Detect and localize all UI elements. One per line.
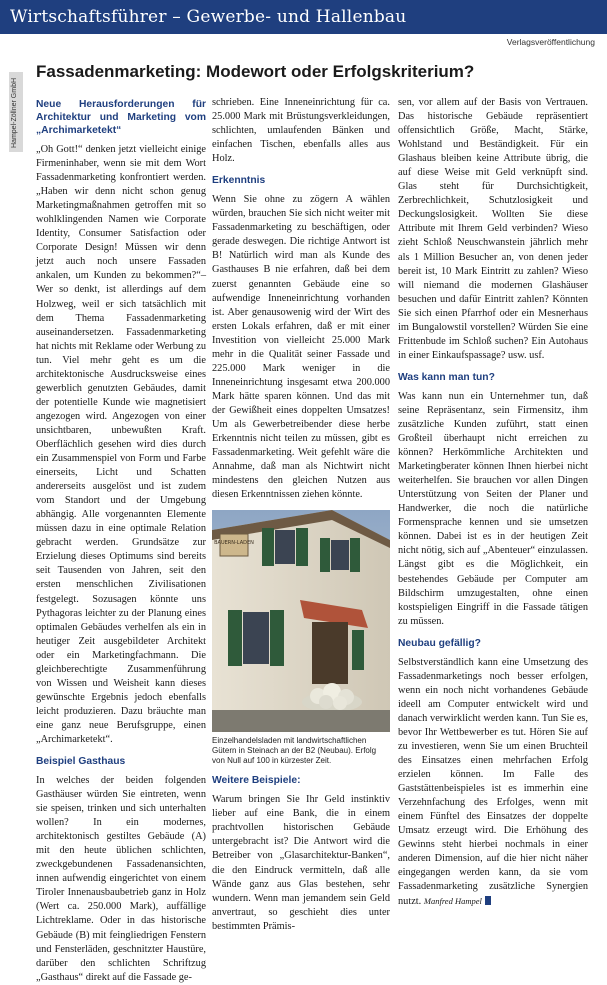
shop-building-illustration [212,510,390,732]
subheading: Beispiel Gasthaus [36,756,126,768]
paragraph: Was kann nun ein Unternehmer tun, daß seine Repräsentanz, sein Firmensitz, ihm zusätzliche Kunden zuführt, statt einen Großteil überhaupt nicht erreichen zu können? Herkömmliche Architekten und Marketingberater können Ihnen hierbei nicht weiterhelfen. Sie brauchen vor allen Dingen Unterstützung von Seiten der Planer und Handwerker, die noch die natürliche Formensprache kennen und sie umsetzen können. Dabei ist es in der heutigen Zeit nicht nötig, sich auf „Abenteuer“ einzulassen. Längst gibt es die Möglichkeit, ein bestehendes Gebäude per Computer am Bildschirm umzugestalten, ohne einen kostspieligen Eingriff in die Fassade tätigen zu müssen. [398,390,588,627]
section-title: Wirtschaftsführer – Gewerbe- und Hallenbau [10,7,407,27]
subheading: Was kann man tun? [398,371,495,383]
paragraph [398,656,588,910]
shop-sign-text: BAUERN-LADEN [214,540,254,547]
paragraph: sen, vor allem auf der Basis von Vertrauen. Das historische Gebäude repräsentiert offensichtlich Größe, Macht, Stärke, Wohlstand und Beständigkeit. Für ein Glashaus bleiben keine Attribute übrig, die auf diese Weise mit Geld verknüpft sind. Glas steht für Durchsichtigkeit, Zerbrechlichkeit, Schutzlosigkeit und Deckungslosigkeit. Wollten Sie diese Attribute mit Ihrem Geld verbinden? Wieso zieht Schloß Neuschwanstein jährlich mehr als 1 Million Besucher an, von denen jeder bereit ist, 10 Mark Eintritt zu zahlen? Wieso will niemand die modernen Glashäuser besuchen und dafür Eintritt zahlen? Könnten Sie sich einen Pfarrhof oder ein Mesnerhaus im Bungalowstil vorstellen? Würden Sie eine Frittenbude im Schloß suchen? Ein Autohaus in einer Einkaufspassage? usw. usf. [398,97,588,361]
paragraph: Wenn Sie ohne zu zögern A wählen würden, brauchen Sie sich nicht weiter mit Fassadenmarketing zu beschäftigen, oder gerade deswegen. Die richtige Antwort ist B! Natürlich wird man als Kunde des Gasthauses B nie erfahren, daß bei dem zuerst genannten Gebäude eine so aufwendige Inneneinrichtung vorhanden ist. Aber genausowenig wird der Wirt des ersten Lokals erfahren, daß er mit einer Investition von vielleicht 25.000 Mark mehr in die Qualität seiner Fassade und 225.000 Mark weniger in die Inneneinrichtung insgesamt etwa 200.000 Mark hätte sparen können. Und das mit der Gewißheit eines doppelten Umsatzes! Um als Gewerbetreibender diese herbe Erkenntnis nicht teilen zu müssen, gibt es Fassadenmarketing. Weit gefehlt wäre die Annahme, daß man als Nichtwirt nicht mindestens den gleichen Nutzen aus diesen Erkenntnissen ziehen könnte. [212,194,390,501]
lead-heading: Neue Herausforderungen für Architektur und Marketing vom „Archimarketekt“ [36,99,206,136]
photo-caption: Einzelhandelsladen mit landwirtschaftlichen Gütern in Steinach an der B2 (Neubau). Erfolg von Null auf 100 in kürzester Zeit. [212,736,377,766]
column-2 [212,96,390,934]
end-mark-icon [485,896,491,905]
shop-photo [212,510,390,732]
subheading: Weitere Beispiele: [212,775,301,787]
paragraph: „Oh Gott!“ denken jetzt vielleicht einige Firmeninhaber, wenn sie mit dem Wort Fassadenmarketing konfrontiert werden. „Haben wir denn nicht schon genug Marketingmaßnahmen getroffen mit so wohlklingenden Namen wie Corporate Identity, Consumer Satisfaction oder Corporate Design! Müssen wir denn jetzt auch noch unsere Fassaden ankalen, um Kunden zu bekommen?“– Wer so denkt, ist allerdings auf dem Holzweg, weil er sich tatsächlich mit dem Thema Fassadenmarketing auseinandersetzen. Fassadenmarketing hat nichts mit Reklame oder Werbung zu tun. Viel mehr geht es um die architektonische Ausdrucksweise eines gewerblich genutzten Gebäudes, damit der potentielle Kunde wie magnetisiert angezogen wird. Angezogen von einer unsichtbaren, unbewußten Kraft. Oberflächlich gesehen wird dies durch ein Zusammenspiel von Form und Farbe einerseits, Licht und Schatten andererseits ausgelöst und ist zudem vom Standort und der Umgebung abhängig. Alle vorgenannten Elemente müssen dazu in eine optimale Relation gebracht werden. Grundsätze zur Erzielung dieses Optimums sind bereits seit Tausenden von Jahren, seit den ersten menschlichen Zivilisationen festgelegt. Sozusagen könnte uns Pythagoras leichter zu der Planung eines optimalen Gebäudes verhelfen als ein in heutiger Zeit ausgebildeter Architekt oder ein Marketingfachmann. Die gleichberechtigte Zusammenführung von Wissen und Weisheit kann dieses gewünschte Ergebnis jedoch ebenfalls leicht produzieren. Dazu bräuchte man eine ganz neue Berufsgruppe, einen „Archimarketekt“. [36,144,206,745]
header-bar [0,0,607,34]
article-title: Fassadenmarketing: Modewort oder Erfolgskriterium? [36,62,475,81]
side-label-box [9,72,23,152]
side-label: Hampel-Zöllner GmbH [11,77,18,148]
column-3 [398,96,588,910]
column-1 [36,96,206,985]
publisher-note: Verlagsveröffentlichung [506,37,595,47]
paragraph-text: Selbstverständlich kann eine Umsetzung des Fassadenmarketings noch besser erfolgen, wenn ein noch nicht vorhandenes Gebäude ideell am Computer entwickelt wird und danach verwirklicht werden kann. Tun Sie es, bevor Ihr Wettbewerber es tut. Hören Sie auf zu investieren, wenn Sie um einen Bruchteil des Einsatzes einen mehrfachen Erfolg erzielen können. Im Falle des Gaststättenbeispieles ist es immerhin eine Verzehnfachung des Erfolges, wenn mit einem Fünftel des Einsatzes der doppelte Umsatz erzeugt wird. Die Erhöhung des Gewinns steht hierbei nochmals in einer anderen Dimension, auf die hier nicht näher eingegangen werden kann, da sie vom Fassadenmarketing zusätzliche Synergien nutzt. [398,656,588,908]
paragraph: Warum bringen Sie Ihr Geld instinktiv lieber auf eine Bank, die in einem prachtvollen historischen Gebäude untergebracht ist? Die Antwort wird die Betreiber von „Glasarchitektur-Banken“, die den Eindruck vermitteln, daß alle Wände ganz aus Glas bestehen, sehr wundern. Wenn man jemandem sein Geld anvertraut, so geschieht dies unter bestimmten Prämis- [212,794,390,932]
author-name: Manfred Hampel [423,896,482,907]
subheading: Neubau gefällig? [398,637,481,649]
paragraph: In welches der beiden folgenden Gasthäuser würden Sie eintreten, wenn sie speisen, trinken und sich unterhalten wollen? In ein modernes, architektonisch gestiltes Gebäude (A) mit den heute üblichen schlichten, zweckgebundenen Fassadenansichten, innen aufwendig eingerichtet von einem Tiroler Innenausbaubetrieb ganz in Holz (Wert ca. 250.000 Mark), auffällige Lichtreklame. Oder in das historische Gebäude (B) mit feingliedrigen Fenstern und Fensterläden, geschnitzter Haustüre, darüber den schlichten Schriftzug „Gasthaus“ direkt auf die Fassade ge- [36,775,206,983]
paragraph: schrieben. Eine Inneneinrichtung für ca. 25.000 Mark mit Brüstungsverkleidungen, schlichten, umlaufenden Bänken und einfachen Tischen, ebenfalls alles aus Holz. [212,97,390,165]
subheading: Erkenntnis [212,175,266,187]
